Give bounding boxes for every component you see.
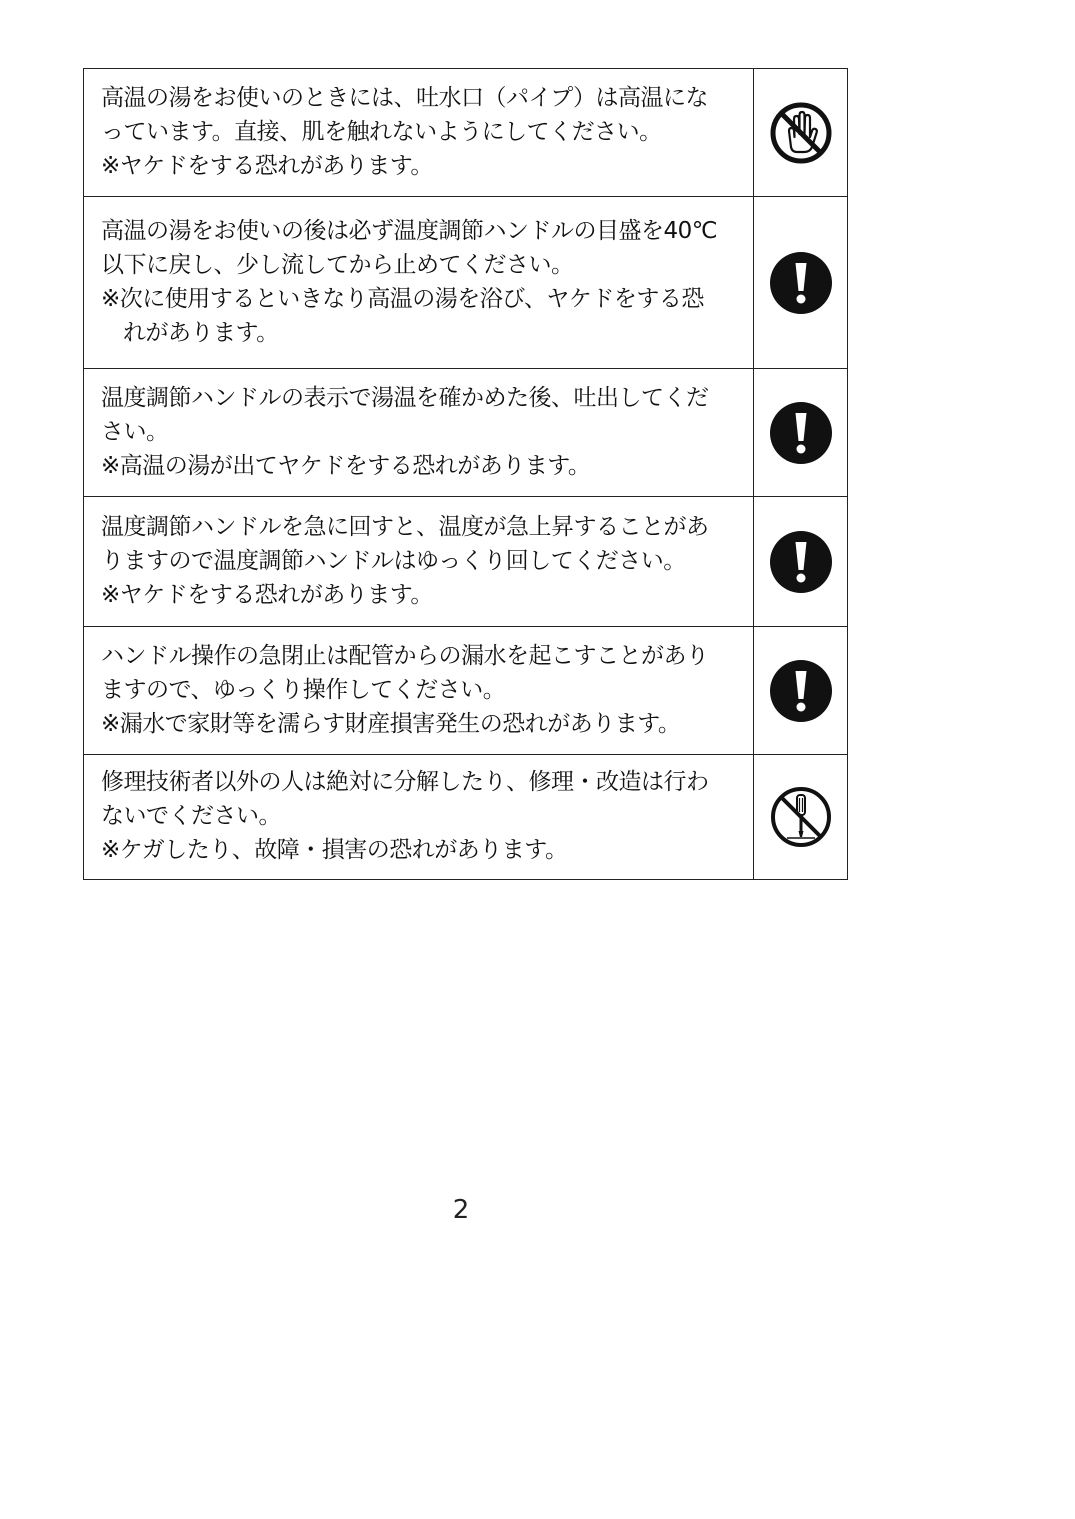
warning-text-line: ないでください。 bbox=[101, 803, 281, 829]
warning-icon-cell bbox=[754, 369, 848, 497]
warning-note-line: ※ヤケドをする恐れがあります。 bbox=[101, 581, 433, 608]
warning-icon-cell bbox=[754, 627, 848, 755]
no-touch-prohibition-icon bbox=[769, 101, 833, 165]
warning-text-line: ハンドル操作の急閉止は配管からの漏水を起こすことがあり bbox=[101, 642, 709, 669]
warning-text-cell bbox=[84, 369, 754, 497]
warning-row bbox=[84, 69, 848, 197]
warning-icon-cell bbox=[754, 755, 848, 880]
warning-row bbox=[84, 197, 848, 369]
no-disassembly-prohibition-icon bbox=[769, 785, 833, 849]
warning-icon-cell bbox=[754, 69, 848, 197]
warning-note-line: ※高温の湯が出てヤケドをする恐れがあります。 bbox=[101, 452, 591, 479]
warning-text-cell bbox=[84, 627, 754, 755]
warning-text-cell bbox=[84, 197, 754, 369]
warning-row bbox=[84, 497, 848, 627]
safety-warning-table bbox=[83, 68, 848, 880]
warning-row bbox=[84, 369, 848, 497]
warning-text-cell bbox=[84, 497, 754, 627]
warning-icon-cell bbox=[754, 497, 848, 627]
warning-text-line: 修理技術者以外の人は絶対に分解したり、修理・改造は行わ bbox=[101, 769, 709, 795]
warning-text-line: 高温の湯をお使いのときには、吐水口（パイプ）は高温にな bbox=[101, 84, 709, 111]
warning-text-line: 温度調節ハンドルの表示で湯温を確かめた後、吐出してくだ bbox=[101, 384, 709, 411]
warning-note-line: ※ケガしたり、故障・損害の恐れがあります。 bbox=[101, 837, 568, 863]
warning-note-line: ※漏水で家財等を濡らす財産損害発生の恐れがあります。 bbox=[101, 710, 681, 737]
mandatory-exclamation-icon bbox=[769, 530, 833, 594]
warning-text-line: ますので、ゆっくり操作してください。 bbox=[101, 676, 506, 703]
warning-text-line: 以下に戻し、少し流してから止めてください。 bbox=[101, 251, 574, 278]
warning-text-cell bbox=[84, 69, 754, 197]
warning-text-line: 高温の湯をお使いの後は必ず温度調節ハンドルの目盛を40℃ bbox=[101, 217, 718, 244]
warning-note-line: ※次に使用するといきなり高温の湯を浴び、ヤケドをする恐 bbox=[101, 285, 704, 312]
warning-text-line: 温度調節ハンドルを急に回すと、温度が急上昇することがあ bbox=[101, 513, 709, 540]
warning-text-line: りますので温度調節ハンドルはゆっくり回してください。 bbox=[101, 547, 686, 574]
warning-row bbox=[84, 755, 848, 880]
mandatory-exclamation-icon bbox=[769, 401, 833, 465]
page-number: 2 bbox=[452, 1195, 470, 1225]
warning-text-line: っています。直接、肌を触れないようにしてください。 bbox=[101, 118, 662, 145]
warning-icon-cell bbox=[754, 197, 848, 369]
warning-text-cell bbox=[84, 755, 754, 880]
warning-text-line: さい。 bbox=[101, 418, 169, 445]
warning-note-line: ※ヤケドをする恐れがあります。 bbox=[101, 152, 433, 179]
mandatory-exclamation-icon bbox=[769, 251, 833, 315]
warning-note-line: れがあります。 bbox=[123, 319, 279, 346]
warning-row bbox=[84, 627, 848, 755]
mandatory-exclamation-icon bbox=[769, 659, 833, 723]
